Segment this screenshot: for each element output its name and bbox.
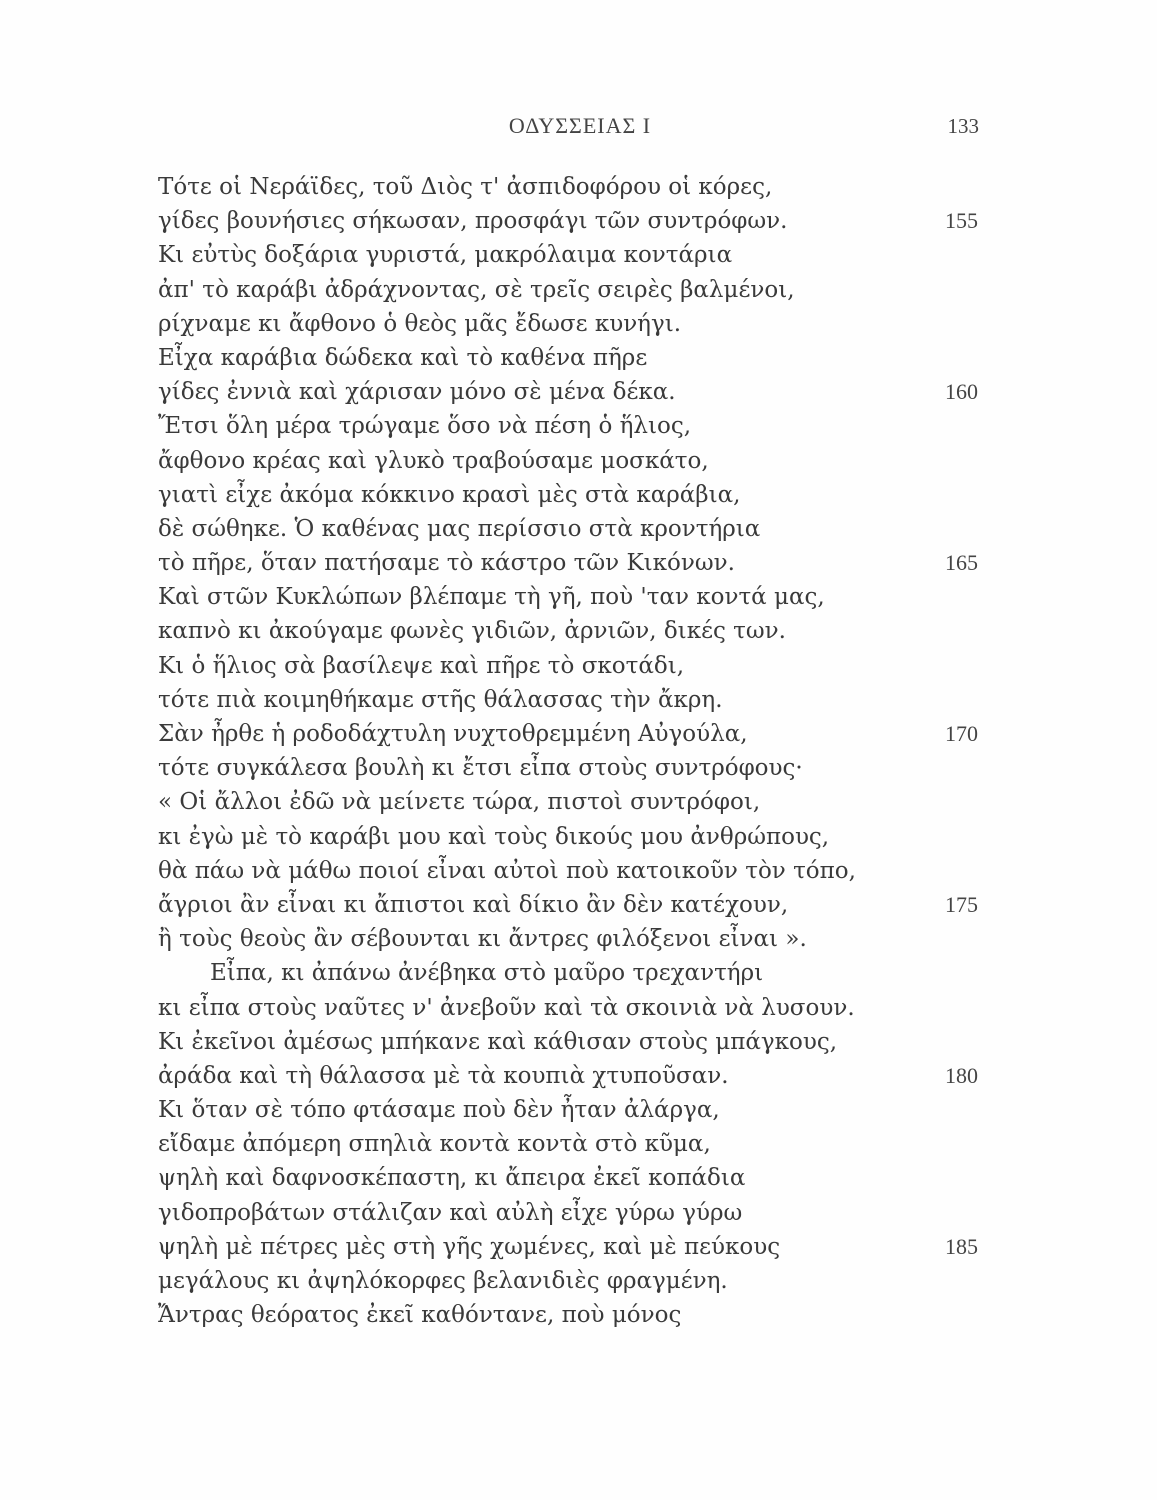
verse-text: ἢ τοὺς θεοὺς ἂν σέβουνται κι ἄντρες φιλόξενοι εἶναι ». [158,926,807,953]
verse-text: Κι εὐτὺς δοξάρια γυριστά, μακρόλαιμα κοντάρια [158,242,733,269]
verse-line [158,683,998,717]
verse-line [158,238,998,272]
verse-line [158,888,998,922]
verse-text: δὲ σώθηκε. Ὁ καθένας μας περίσσιο στὰ κροντήρια [158,515,761,542]
verse-text: τότε πιὰ κοιμηθήκαμε στῆς θάλασσας τὴν ἄκρη. [158,686,723,713]
verse-line [158,1161,998,1195]
line-number: 175 [945,891,978,917]
verse-line [158,1093,998,1127]
verse-line [158,1264,998,1298]
line-number: 180 [945,1062,978,1088]
verse-text: ἄφθονο κρέας καὶ γλυκὸ τραβούσαμε μοσκάτο, [158,447,709,474]
verse-text: ρίχναμε κι ἄφθονο ὁ θεὸς μᾶς ἔδωσε κυνήγι. [158,310,682,337]
verse-line [158,751,998,785]
verse-text: ἄγριοι ἂν εἶναι κι ἄπιστοι καὶ δίκιο ἂν δὲν κατέχουν, [158,891,789,918]
verse-line [158,444,998,478]
verse-text: Σὰν ἦρθε ἡ ροδοδάχτυλη νυχτοθρεμμένη Αὐγούλα, [158,721,748,747]
verse-line [158,785,998,819]
verse-text: γιδοπροβάτων στάλιζαν καὶ αὐλὴ εἶχε γύρω γύρω [158,1199,743,1226]
verse-text: Τότε οἱ Νεράϊδες, τοῦ Διὸς τ' ἀσπιδοφόρου οἱ κόρες, [158,174,773,200]
verse-line [158,307,998,341]
verse-line [158,409,998,443]
verse-text: ψηλὴ μὲ πέτρες μὲς στὴ γῆς χωμένες, καὶ μὲ πεύκους [158,1233,781,1260]
verse-text: Ἄντρας θεόρατος ἐκεῖ καθόντανε, ποὺ μόνος [158,1302,682,1329]
verse-line [158,614,998,648]
line-number: 165 [945,550,978,576]
verse-line [158,649,998,683]
verse-line [158,717,998,751]
verse-text: Εἶχα καράβια δώδεκα καὶ τὸ καθένα πῆρε [158,344,648,371]
verse-text: γίδες βουνήσιες σήκωσαν, προσφάγι τῶν συντρόφων. [158,208,788,235]
verse-text: γίδες ἐννιὰ καὶ χάρισαν μόνο σὲ μένα δέκα. [158,379,676,406]
verse-line [158,820,998,854]
page-number: 133 [947,114,979,138]
verse-line [158,1298,998,1332]
verse-line [158,1196,998,1230]
verse-line [158,478,998,512]
verse-text: Καὶ στῶν Κυκλώπων βλέπαμε τὴ γῆ, ποὺ 'ταν κοντά μας, [158,584,825,611]
verse-line [158,375,998,409]
verse-text: Ἔτσι ὅλη μέρα τρώγαμε ὅσο νὰ πέση ὁ ἥλιος, [158,413,692,440]
verse-block [158,170,998,1332]
verse-line [158,854,998,888]
line-number: 185 [945,1233,978,1259]
verse-line [158,546,998,580]
verse-line [158,1230,998,1264]
verse-text: κι ἐγὼ μὲ τὸ καράβι μου καὶ τοὺς δικούς μου ἀνθρώπους, [158,823,830,850]
verse-line [158,580,998,614]
line-number: 155 [945,208,978,234]
verse-text: μεγάλους κι ἀψηλόκορφες βελανιδιὲς φραγμένη. [158,1268,728,1294]
verse-line [158,204,998,238]
verse-line [158,170,998,204]
verse-line [158,991,998,1025]
verse-text: ἀπ' τὸ καράβι ἀδράχνοντας, σὲ τρεῖς σειρὲς βαλμένοι, [158,276,795,303]
verse-text: κι εἶπα στοὺς ναῦτες ν' ἀνεβοῦν καὶ τὰ σκοινιὰ νὰ λυσουν. [158,994,855,1021]
verse-text: « Οἱ ἄλλοι ἐδῶ νὰ μείνετε τώρα, πιστοὶ συντρόφοι, [158,789,761,816]
verse-text: Εἶπα, κι ἀπάνω ἀνέβηκα στὸ μαῦρο τρεχαντήρι [210,960,764,987]
verse-text: θὰ πάω νὰ μάθω ποιοί εἶναι αὐτοὶ ποὺ κατοικοῦν τὸν τόπο, [158,857,856,884]
verse-text: τότε συγκάλεσα βουλὴ κι ἔτσι εἶπα στοὺς συντρόφους· [158,755,803,782]
line-number: 160 [945,379,978,405]
verse-line [158,1059,998,1093]
verse-line [158,341,998,375]
verse-line [158,512,998,546]
verse-text: γιατὶ εἶχε ἀκόμα κόκκινο κρασὶ μὲς στὰ καράβια, [158,481,741,508]
verse-text: Κι ἐκεῖνοι ἀμέσως μπήκανε καὶ κάθισαν στοὺς μπάγκους, [158,1028,838,1055]
line-number: 170 [945,721,978,746]
verse-text: τὸ πῆρε, ὅταν πατήσαμε τὸ κάστρο τῶν Κικόνων. [158,550,735,577]
verse-line [158,1025,998,1059]
verse-text: καπνὸ κι ἀκούγαμε φωνὲς γιδιῶν, ἀρνιῶν, δικές των. [158,618,786,645]
verse-text: ἀράδα καὶ τὴ θάλασσα μὲ τὰ κουπιὰ χτυποῦσαν. [158,1062,729,1089]
verse-line [158,1127,998,1161]
verse-text: Κι ὅταν σὲ τόπο φτάσαμε ποὺ δὲν ἦταν ἀλάργα, [158,1097,720,1124]
running-title: ΟΔΥΣΣΕΙΑΣ Ι [508,113,652,138]
verse-line [158,922,998,956]
verse-line [158,956,998,990]
verse-line [158,273,998,307]
verse-text: εἴδαμε ἀπόμερη σπηλιὰ κοντὰ κοντὰ στὸ κῦμα, [158,1131,711,1158]
verse-text: ψηλὴ καὶ δαφνοσκέπαστη, κι ἄπειρα ἐκεῖ κοπάδια [158,1165,746,1192]
verse-text: Κι ὁ ἥλιος σὰ βασίλεψε καὶ πῆρε τὸ σκοτάδι, [158,652,685,679]
